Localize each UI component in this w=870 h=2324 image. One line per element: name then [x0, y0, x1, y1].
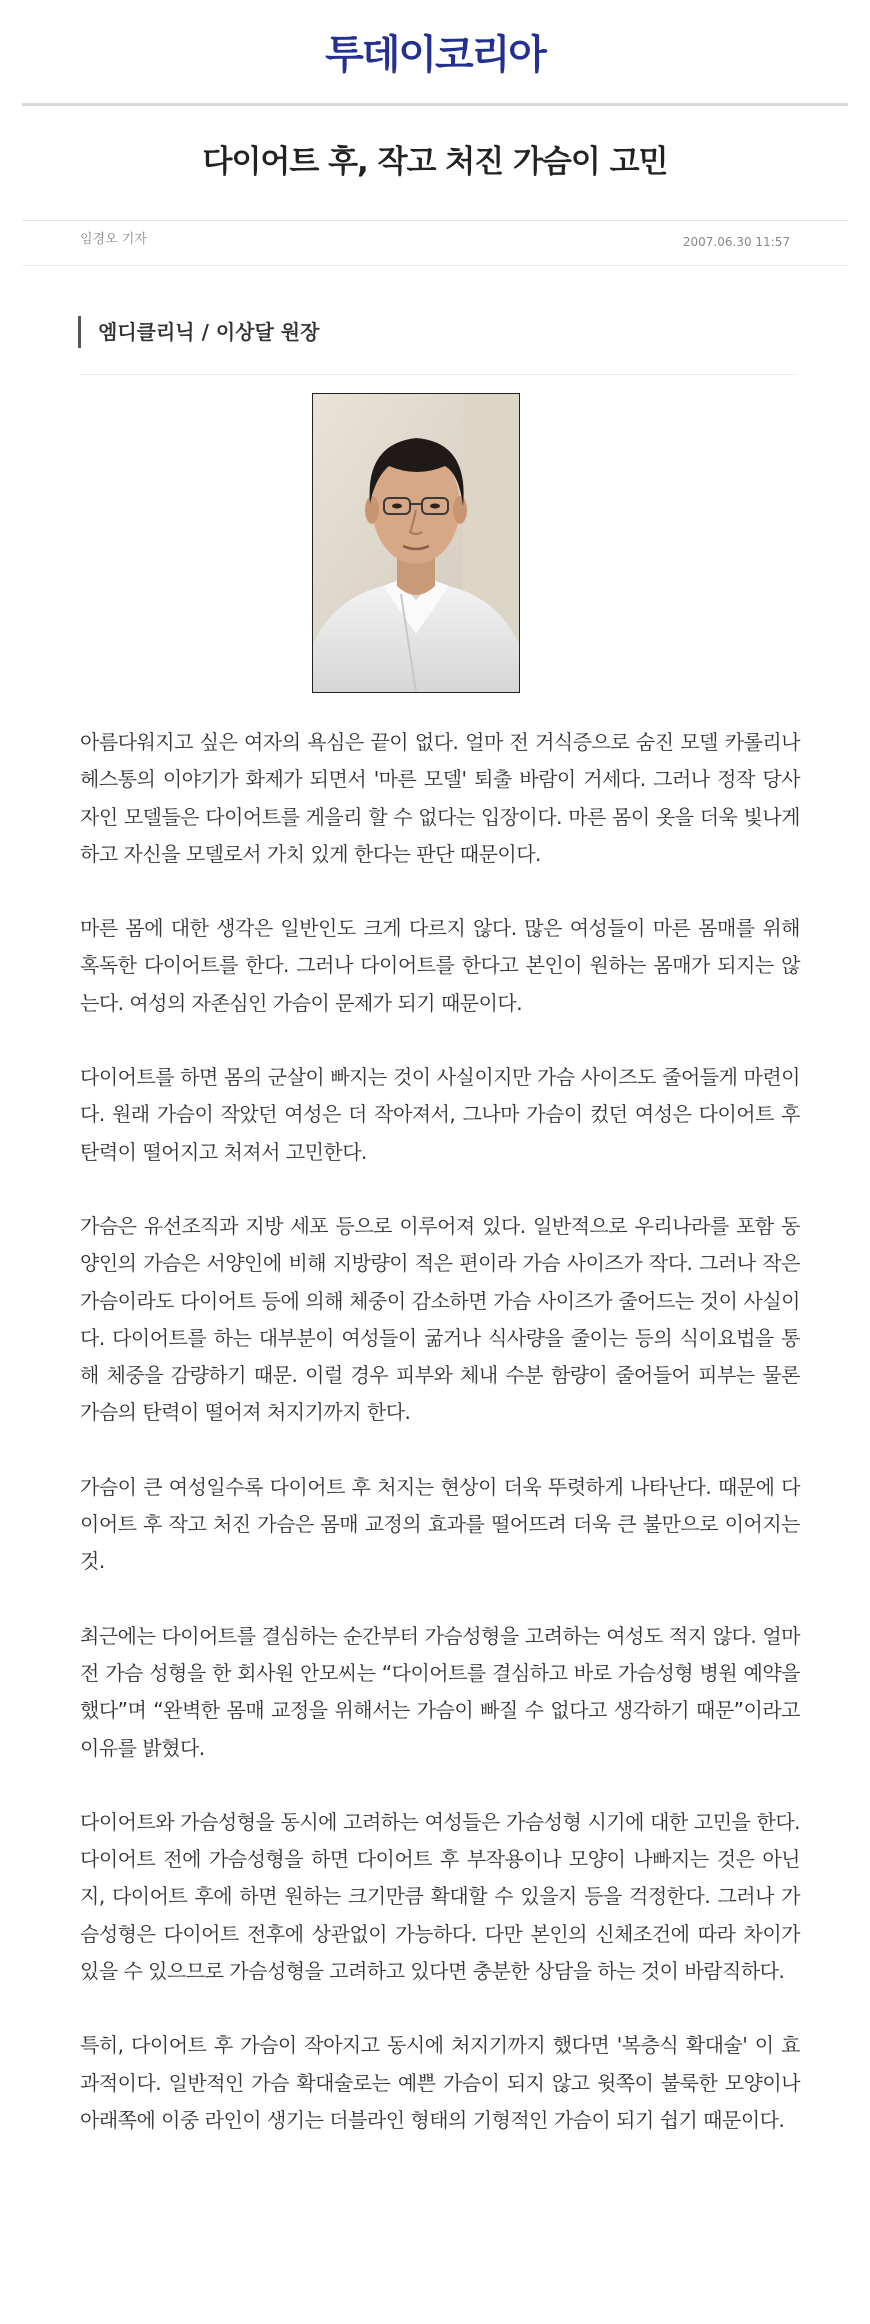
portrait-illustration: [313, 394, 519, 692]
byline-divider: [22, 265, 848, 266]
reporter-name: 임경오 기자: [80, 232, 147, 247]
subhead-divider: [80, 374, 796, 375]
article-paragraph: 다이어트와 가슴성형을 동시에 고려하는 여성들은 가슴성형 시기에 대한 고민을 한다. 다이어트 전에 가슴성형을 하면 다이어트 후 부작용이나 모양이 나빠지는 것은 아닌지, 다이어트 후에 하면 원하는 크기만큼 확대할 수 있을지 등을 걱정한다. 그러나 가슴성형은 다이어트 전후에 상관없이 가능하다. 다만 본인의 신체조건에 따라 차이가 있을 수 있으므로 가슴성형을 고려하고 있다면 충분한 상담을 하는 것이 바람직하다.: [80, 1809, 800, 1984]
article-paragraph: 아름다워지고 싶은 여자의 욕심은 끝이 없다. 얼마 전 거식증으로 숨진 모델 카롤리나 헤스통의 이야기가 화제가 되면서 '마른 모델' 퇴출 바람이 거세다. 그러나 정작 당사자인 모델들은 다이어트를 게을리 할 수 없다는 입장이다. 마른 몸이 옷을 더욱 빛나게 하고 자신을 모델로서 가치 있게 한다는 판단 때문이다.: [80, 730, 800, 866]
article-paragraph: 가슴은 유선조직과 지방 세포 등으로 이루어져 있다. 일반적으로 우리나라를 포함 동양인의 가슴은 서양인에 비해 지방량이 적은 편이라 가슴 사이즈가 작다. 그러나 작은 가슴이라도 다이어트 등에 의해 체중이 감소하면 가슴 사이즈가 줄어드는 것이 사실이다. 다이어트를 하는 대부분이 여성들이 굶거나 식사량을 줄이는 등의 식이요법을 통해 체중을 감량하기 때문. 이럴 경우 피부와 체내 수분 함량이 줄어들어 피부는 물론 가슴의 탄력이 떨어져 처지기까지 한다.: [80, 1213, 800, 1425]
portrait-photo: [312, 393, 520, 693]
article-body: [80, 724, 800, 2176]
title-divider: [22, 220, 848, 221]
article-subhead: 엠디클리닉 / 이상달 원장: [78, 316, 319, 348]
article-title: 다이어트 후, 작고 처진 가슴이 고민: [202, 144, 668, 180]
masthead-divider: [22, 103, 848, 106]
publish-date: 2007.06.30 11:57: [682, 235, 790, 249]
article-paragraph: 특히, 다이어트 후 가슴이 작아지고 동시에 처지기까지 했다면 '복층식 확대술' 이 효과적이다. 일반적인 가슴 확대술로는 예쁜 가슴이 되지 않고 윗쪽이 불룩한 모양이나 아래쪽에 이중 라인이 생기는 더블라인 형태의 기형적인 가슴이 되기 쉽기 때문이다.: [80, 2033, 800, 2132]
article-paragraph: 다이어트를 하면 몸의 군살이 빠지는 것이 사실이지만 가슴 사이즈도 줄어들게 마련이다. 원래 가슴이 작았던 여성은 더 작아져서, 그나마 가슴이 컸던 여성은 다이어트 후 탄력이 떨어지고 처져서 고민한다.: [80, 1065, 800, 1164]
article-paragraph: 가슴이 큰 여성일수록 다이어트 후 처지는 현상이 더욱 뚜렷하게 나타난다. 때문에 다이어트 후 작고 처진 가슴은 몸매 교정의 효과를 떨어뜨려 더욱 큰 불만으로 이어지는 것.: [80, 1474, 800, 1574]
site-logo[interactable]: 투데이코리아: [325, 32, 545, 78]
masthead: [0, 0, 870, 103]
article-paragraph: 마른 몸에 대한 생각은 일반인도 크게 다르지 않다. 많은 여성들이 마른 몸매를 위해 혹독한 다이어트를 한다. 그러나 다이어트를 한다고 본인이 원하는 몸매가 되지는 않는다. 여성의 자존심인 가슴이 문제가 되기 때문이다.: [80, 916, 800, 1015]
article-paragraph: 최근에는 다이어트를 결심하는 순간부터 가슴성형을 고려하는 여성도 적지 않다. 얼마 전 가슴 성형을 한 회사원 안모씨는 “다이어트를 결심하고 바로 가슴성형 병원 예약을 했다”며 “완벽한 몸매 교정을 위해서는 가슴이 빠질 수 없다고 생각하기 때문”이라고 이유를 밝혔다.: [80, 1623, 800, 1760]
